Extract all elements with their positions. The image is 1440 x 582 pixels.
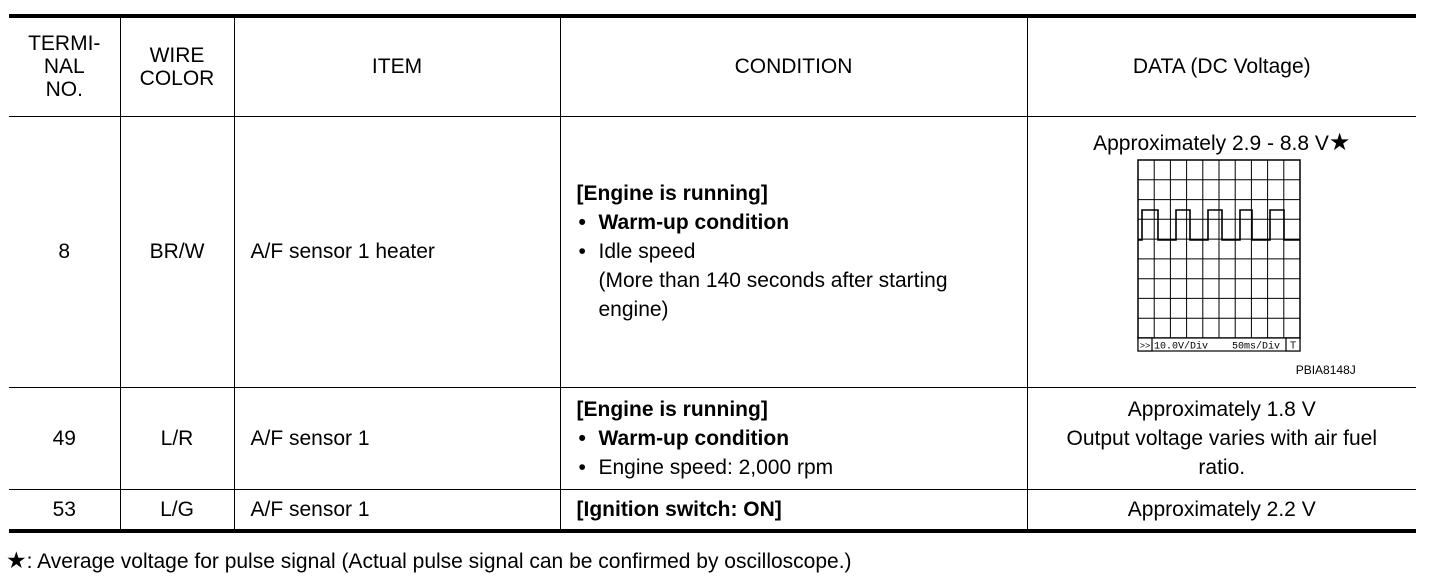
terminal-cell: 53 xyxy=(9,489,120,529)
condition-bullet-text: (More than 140 seconds after starting xyxy=(598,269,948,292)
terminal-data-table xyxy=(9,18,1416,529)
data-cell xyxy=(1027,387,1416,489)
header-item: ITEM xyxy=(234,18,560,116)
header-terminal-line1: TERMI- xyxy=(28,32,101,56)
condition-header: [Engine is running] xyxy=(576,182,768,205)
data-line: Approximately 1.8 V xyxy=(1127,397,1316,421)
header-terminal-no xyxy=(9,18,120,116)
oscilloscope-graph xyxy=(1072,158,1372,383)
condition-list xyxy=(577,208,1027,324)
header-data: DATA (DC Voltage) xyxy=(1027,18,1416,116)
table-row xyxy=(9,116,1416,387)
figure-id-label: PBIA8148J xyxy=(1295,362,1356,377)
star-icon: ★ xyxy=(1328,128,1351,156)
item-cell: A/F sensor 1 xyxy=(234,387,560,489)
wire-color-cell: BR/W xyxy=(120,116,234,387)
wire-color-cell: L/G xyxy=(120,489,234,529)
item-cell: A/F sensor 1 xyxy=(234,489,560,529)
footnote-text: : Average voltage for pulse signal (Actual pulse signal can be confirmed by oscilloscope.) xyxy=(26,550,852,573)
wire-color-cell: L/R xyxy=(120,387,234,489)
data-cell: Approximately 2.2 V xyxy=(1027,489,1416,529)
scope-volt-div-label: 10.0V/Div xyxy=(1153,341,1208,352)
data-cell xyxy=(1027,116,1416,387)
scope-time-div-label: 50ms/Div xyxy=(1231,341,1280,352)
condition-cell xyxy=(560,489,1027,529)
header-wire-line1: WIRE xyxy=(149,43,205,67)
condition-bullet: • Engine speed: 2,000 rpm xyxy=(577,453,1027,482)
data-line: Output voltage varies with air fuel xyxy=(1066,426,1377,450)
terminal-cell: 8 xyxy=(9,116,120,387)
condition-header: [Ignition switch: ON] xyxy=(576,497,782,521)
table-bottom-rule xyxy=(9,529,1416,533)
condition-header: [Engine is running] xyxy=(576,397,768,421)
star-icon: ★ xyxy=(6,547,27,573)
header-terminal-line3: NO. xyxy=(45,78,83,102)
table-row xyxy=(9,489,1416,529)
table-row xyxy=(9,387,1416,489)
scope-corner-right-label: T xyxy=(1289,340,1296,351)
data-text: Approximately 2.9 - 8.8 V xyxy=(1093,131,1329,155)
condition-bullet-text: Idle speed xyxy=(598,240,696,263)
condition-cell xyxy=(560,116,1027,387)
scope-corner-left-label: >> xyxy=(1139,340,1151,350)
header-condition: CONDITION xyxy=(560,18,1027,116)
condition-bullet-text: engine) xyxy=(598,298,669,321)
oscilloscope-figure xyxy=(1072,158,1372,383)
condition-bullet: • Warm-up condition xyxy=(577,208,1027,237)
scope-grid xyxy=(1138,160,1300,351)
header-terminal-line2: NAL xyxy=(43,55,85,79)
condition-bullet xyxy=(577,237,1027,324)
header-wire-line2: COLOR xyxy=(139,66,215,90)
terminal-cell: 49 xyxy=(9,387,120,489)
item-cell: A/F sensor 1 heater xyxy=(234,116,560,387)
condition-bullet: • Warm-up condition xyxy=(577,424,1027,453)
data-value xyxy=(1028,128,1417,158)
data-line: ratio. xyxy=(1198,455,1246,479)
condition-list xyxy=(577,424,1027,482)
header-wire-color xyxy=(120,18,234,116)
condition-cell xyxy=(560,387,1027,489)
footnote xyxy=(6,546,852,576)
header-row xyxy=(9,18,1416,116)
